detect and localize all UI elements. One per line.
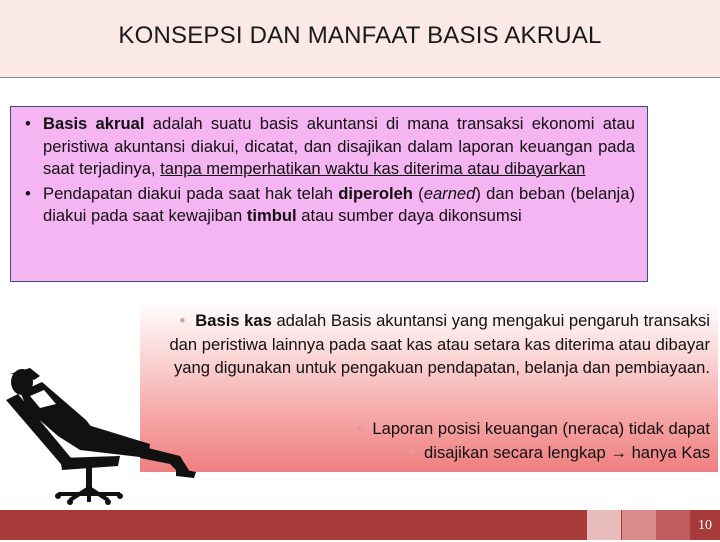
page-number: 10 [690,510,720,540]
footer-square-medium [622,510,656,540]
bullet-icon: • [25,183,31,203]
slide-title: KONSEPSI DAN MANFAAT BASIS AKRUAL [118,22,602,49]
accrual-bullet-2 [25,183,636,228]
accrual-underlined-text: tanpa memperhatikan waktu kas diterima atau dibayarkan [160,159,586,178]
bullet-icon: • [179,311,186,330]
bullet-icon: • [356,419,363,438]
consumed-text: atau sumber daya dikonsumsi [296,206,522,225]
only-cash-line [270,441,710,465]
arrow-right-icon: → [610,442,627,462]
expense-text: ) dan beban (belanja) diakui pada saat kewajiban [43,183,636,225]
relaxed-businessman-illustration [0,360,200,510]
bullet-icon: • [25,114,31,133]
arise-term: timbul [246,206,297,225]
accrual-definition-text: adalah suatu basis akuntansi di mana transaksi ekonomi atau peristiwa akuntansi diakui, dicatat, dan disajikan dalam laporan keuangan pada saat terjadinya, [43,114,635,178]
footer-square-dark [656,510,690,540]
accrual-term: Basis akrual [43,114,145,133]
footer-square-light [587,510,621,540]
earned-italic: earned [423,183,476,203]
balance-sheet-line [270,417,710,441]
cash-bullet-2 [270,417,710,464]
paren-open: ( [412,183,424,203]
presented-text: disajikan secara lengkap [424,442,611,462]
cash-term: Basis kas [195,311,272,330]
revenue-text: Pendapatan diakui pada saat hak telah [43,183,339,203]
accrual-definition-box [10,106,648,282]
accrual-bullet-1 [25,113,635,181]
cash-definition-text: adalah Basis akuntansi yang mengakui pengaruh transaksi dan peristiwa lainnya pada saat kas atau setara kas diterima atau dibayar yang digunakan untuk pengakuan pendapatan, belanja dan pembiayaan. [169,311,710,377]
only-cash-text: hanya Kas [626,442,710,462]
earned-term: diperoleh [338,183,413,203]
balance-sheet-text: Laporan posisi keuangan (neraca) tidak dapat [372,419,710,438]
bullet-icon: • [408,442,415,462]
cash-bullet-1 [150,309,710,380]
cash-basis-box [140,302,718,472]
title-bar [0,0,720,78]
